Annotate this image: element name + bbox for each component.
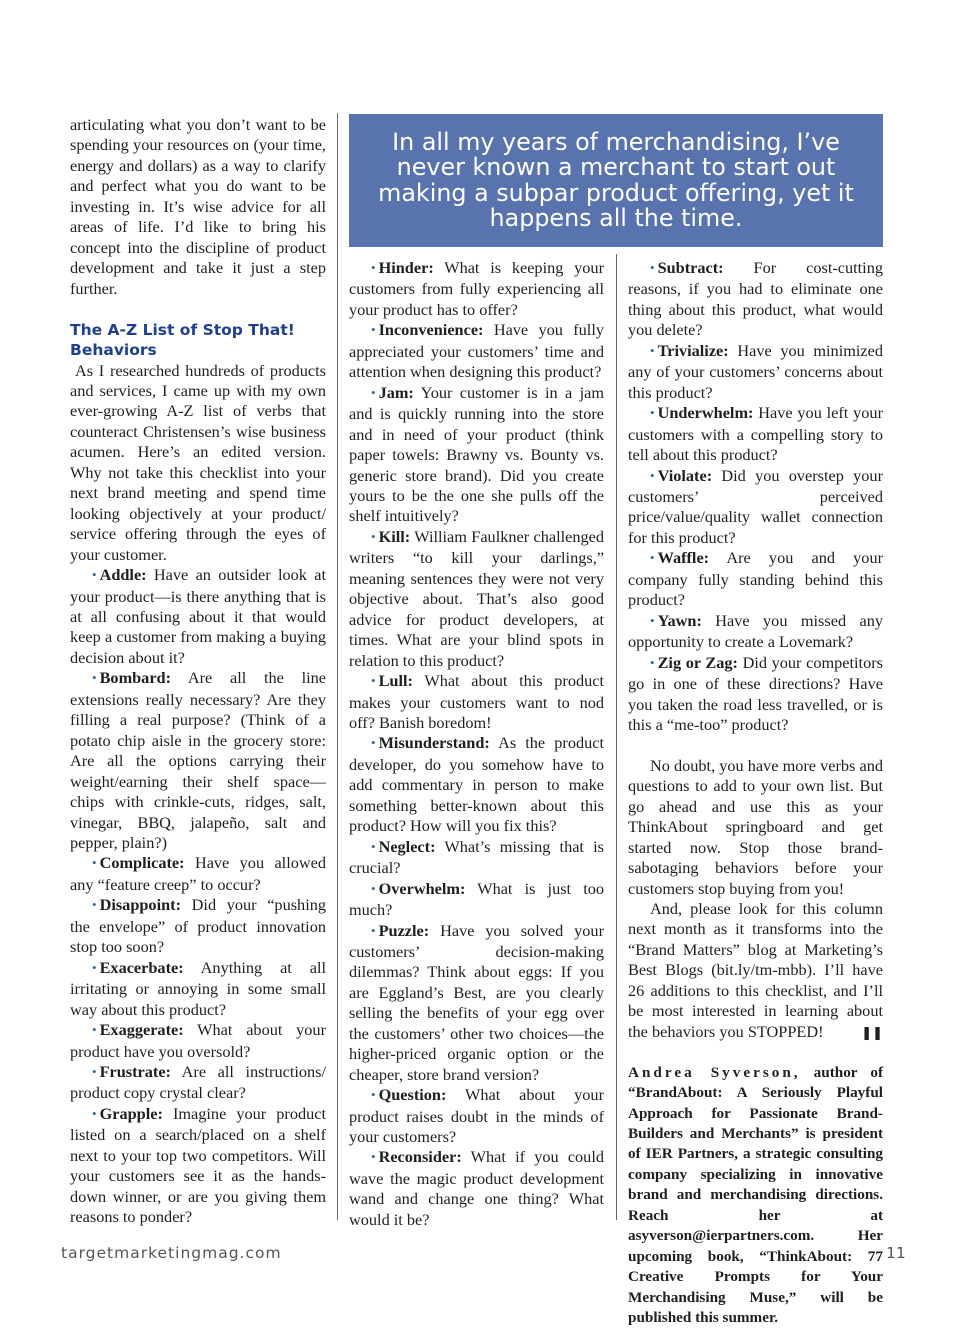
- pull-quote-box: [349, 114, 883, 247]
- checklist-term: Exaggerate:: [99, 1020, 184, 1040]
- checklist-question: What is keeping your customers from fully experiencing all your product has to offer?: [349, 258, 604, 319]
- author-bio-text: author of “BrandAbout: A Seriously Playful Approach for Passionate Brand-Builders and Merchants” is president of IER Partners, a strategic consulting company specializing in innovative brand and merchandising directions. Reach her at asyverson@ierpartners.com. Her upcoming book, “ThinkAbout: 77 Creative Prompts for Your Merchandising Muse,” will be published this summer.: [628, 1063, 883, 1327]
- checklist-question: Are you and your company fully standing behind this product?: [628, 548, 884, 610]
- checklist-item: [70, 1062, 326, 1104]
- checklist-question: Did your competitors go in one of these directions? Have you taken the road less travelled, or is this a “me-too” product?: [628, 652, 883, 734]
- lead-paragraph: As I researched hundreds of products and services, I came up with my own ever-growing A-Z list of verbs that counteract Christensen’s wise business acumen. Here’s an edited version. Why not take this checklist into your next brand meeting and spend time looking objectively at your product/ service offering through the eyes of your customer.: [70, 360, 326, 564]
- checklist-item: [349, 1147, 604, 1230]
- checklist-item: [349, 671, 604, 733]
- checklist-question: For cost-cutting reasons, if you had to eliminate one thing about this product, what would you delete?: [628, 258, 883, 340]
- checklist-term: Hinder:: [378, 258, 434, 277]
- checklist-question: What is just too much?: [349, 878, 604, 920]
- checklist-item: [628, 341, 883, 403]
- checklist-question: Your customer is in a jam and is quickly running into the store and in need of your product (think paper towels: Brawny vs. Bounty vs. generic store brand). Did you create yours to be the one she pulls off the shelf intuitively?: [349, 382, 604, 526]
- checklist-term: Subtract:: [657, 258, 724, 277]
- bullet-icon: •: [92, 670, 97, 686]
- author-name: Andrea Syverson,: [628, 1063, 801, 1081]
- checklist-question: Have you minimized any of your customers’ concerns about this product?: [628, 340, 884, 402]
- checklist-term: Kill:: [378, 526, 411, 546]
- checklist-question: What about your product raises doubt in the minds of your customers?: [349, 1085, 604, 1147]
- checklist-term: Misunderstand:: [378, 733, 490, 753]
- closing-text-2: And, please look for this column next month as it transforms into the “Brand Matters” blog at Marketing’s Best Blogs (bit.ly/tm-mbb). I’ll have 26 additions to this checklist, and I’ll be most interested in learning about the behaviors you STOPPED!: [628, 899, 883, 1041]
- checklist-term: Puzzle:: [378, 920, 430, 940]
- checklist-question: Have you solved your customers’ decision-making dilemmas? Think about eggs: If you are Eggland’s Best, are you clearly selling the benefits of your egg over the customers’ other two choices—the higher-priced organic option or the cheaper, store brand version?: [349, 920, 604, 1084]
- checklist-term: Yawn:: [657, 610, 702, 630]
- checklist-item: [70, 565, 326, 668]
- checklist-item: [628, 548, 883, 610]
- checklist-col1: [70, 565, 326, 1228]
- checklist-item: [349, 733, 604, 836]
- checklist-question: What about your product have you oversold?: [70, 1020, 326, 1061]
- bullet-icon: •: [92, 567, 97, 583]
- checklist-question: Are all the line extensions really necessary? Are they filling a real purpose? (Think of a potato chip aisle in the grocery store: Are all the options carrying their weight/earning their shelf space—chips with crinkle-cuts, ridges, salt, vinegar, BBQ, jalapeño, salt and pepper, plain?): [70, 668, 326, 852]
- checklist-term: Disappoint:: [99, 895, 181, 915]
- checklist-question: Have an outsider look at your product—is there anything that is at all confusing about it that would keep a customer from making a buying decision about it?: [70, 565, 326, 667]
- checklist-term: Overwhelm:: [378, 878, 466, 898]
- bullet-icon: •: [650, 467, 655, 483]
- checklist-term: Question:: [378, 1085, 447, 1105]
- checklist-question: Have you left your customers with a compelling story to tell about this product?: [628, 403, 883, 465]
- checklist-col2: [349, 258, 604, 1230]
- text-column-3: [628, 258, 883, 1329]
- checklist-term: Bombard:: [99, 668, 172, 688]
- text-column-1: [70, 115, 326, 1228]
- bullet-icon: •: [371, 260, 376, 275]
- intro-paragraph: articulating what you don’t want to be spending your resources on (your time, energy and dollars) as a way to clarify and perfect what you do want to be investing in. It’s wise advice for all areas of life. I’d like to bring his concept into the discipline of product development and take it just a step further.: [70, 115, 326, 298]
- bullet-icon: •: [650, 550, 655, 566]
- checklist-item: [628, 611, 883, 653]
- checklist-question: As the product developer, do you somehow have to add commentary in person to make something better-known about this product? How will you fix this?: [349, 733, 605, 836]
- checklist-term: Inconvenience:: [378, 320, 484, 340]
- bullet-icon: •: [92, 1022, 97, 1038]
- checklist-item: [628, 403, 883, 465]
- bullet-icon: •: [92, 1105, 97, 1121]
- checklist-item: [349, 527, 604, 671]
- spacer: [628, 735, 883, 755]
- bullet-icon: •: [92, 959, 97, 975]
- pull-quote-text: In all my years of merchandising, I’ve never known a merchant to start out making a subpar product offering, yet it happens all the time.: [378, 127, 854, 232]
- checklist-term: Grapple:: [99, 1103, 163, 1123]
- checklist-term: Underwhelm:: [657, 403, 754, 423]
- bullet-icon: •: [371, 838, 376, 854]
- checklist-term: Complicate:: [99, 853, 185, 873]
- checklist-col3: [628, 258, 883, 735]
- checklist-question: Have you allowed any “feature creep” to occur?: [70, 853, 326, 894]
- page-number: 11: [886, 1244, 906, 1262]
- closing-paragraph-1: No doubt, you have more verbs and questions to add to your own list. But go ahead and use this as your ThinkAbout springboard and get started now. Stop those brand-sabotaging behaviors before your customers stop buying from you!: [628, 755, 883, 898]
- bullet-icon: •: [371, 528, 376, 544]
- checklist-item: [70, 895, 326, 957]
- checklist-question: Anything at all irritating or annoying in some small way about this product?: [70, 957, 327, 1019]
- bullet-icon: •: [371, 880, 376, 896]
- checklist-question: Imagine your product listed on a search/placed on a shelf next to your top two competitors. Will your customers see it as the hands-down winner, or are you giving them reasons to ponder?: [70, 1103, 327, 1227]
- checklist-item: [349, 879, 604, 921]
- bullet-icon: •: [371, 673, 376, 689]
- bullet-icon: •: [371, 384, 376, 400]
- bullet-icon: •: [650, 405, 655, 421]
- spacer: [628, 1042, 883, 1062]
- checklist-item: [349, 320, 604, 382]
- checklist-item: [70, 1020, 326, 1062]
- checklist-item: [70, 853, 326, 895]
- checklist-item: [349, 1085, 604, 1147]
- checklist-question: Have you missed any opportunity to create a Lovemark?: [628, 610, 883, 652]
- checklist-question: Did your “pushing the envelope” of product innovation stop too soon?: [70, 895, 326, 957]
- checklist-term: Exacerbate:: [99, 957, 184, 977]
- checklist-item: [349, 921, 604, 1086]
- checklist-question: What about this product makes your customers want to nod off? Banish boredom!: [349, 671, 604, 732]
- bullet-icon: •: [650, 260, 655, 275]
- checklist-item: [628, 466, 883, 549]
- checklist-term: Addle:: [99, 565, 147, 585]
- checklist-item: [628, 258, 883, 341]
- checklist-question: What’s missing that is crucial?: [349, 836, 604, 878]
- closing-paragraph-2: [628, 899, 883, 1042]
- checklist-term: Reconsider:: [378, 1147, 462, 1167]
- bullet-icon: •: [371, 735, 376, 751]
- checklist-term: Trivialize:: [657, 340, 729, 360]
- checklist-question: William Faulkner challenged writers “to kill your darlings,” meaning sentences they were not very objective about. That’s also good advice for product developers, at times. What are your blind spots in relation to this product?: [349, 526, 604, 670]
- checklist-item: [349, 258, 604, 320]
- author-bio: [628, 1063, 883, 1329]
- checklist-item: [70, 1104, 326, 1228]
- bullet-icon: •: [371, 1149, 376, 1165]
- bullet-icon: •: [650, 654, 655, 670]
- checklist-question: Have you fully appreciated your customers’ time and attention when designing this product?: [349, 320, 604, 382]
- checklist-item: [349, 383, 604, 527]
- checklist-item: [349, 837, 604, 879]
- bullet-icon: •: [92, 897, 97, 913]
- bullet-icon: •: [650, 342, 655, 358]
- bullet-icon: •: [371, 322, 376, 338]
- checklist-term: Lull:: [378, 671, 413, 691]
- section-heading: The A-Z List of Stop That! Behaviors: [70, 320, 295, 360]
- bullet-icon: •: [371, 1087, 376, 1103]
- checklist-term: Jam:: [378, 382, 414, 402]
- checklist-question: Are all instructions/ product copy crystal clear?: [70, 1061, 327, 1103]
- checklist-item: [70, 668, 326, 853]
- text-column-2: [349, 258, 604, 1230]
- checklist-term: Zig or Zag:: [657, 652, 738, 672]
- column-divider-right: [616, 254, 617, 1220]
- checklist-item: [70, 958, 326, 1020]
- checklist-question: What if you could wave the magic product development wand and change one thing? What would it be?: [349, 1147, 604, 1229]
- checklist-term: Frustrate:: [99, 1061, 171, 1081]
- checklist-question: Did you overstep your customers’ perceived price/value/quality wallet connection for this product?: [628, 465, 883, 547]
- bullet-icon: •: [371, 922, 376, 938]
- checklist-term: Violate:: [657, 465, 713, 485]
- footer-website: targetmarketingmag.com: [61, 1244, 282, 1262]
- column-divider-left: [337, 113, 338, 1220]
- checklist-term: Neglect:: [378, 836, 436, 856]
- bullet-icon: •: [650, 612, 655, 628]
- bullet-icon: •: [92, 855, 97, 871]
- end-of-article-icon: ❚❚: [861, 1025, 883, 1041]
- checklist-term: Waffle:: [657, 548, 710, 568]
- bullet-icon: •: [92, 1063, 97, 1079]
- checklist-item: [628, 653, 883, 736]
